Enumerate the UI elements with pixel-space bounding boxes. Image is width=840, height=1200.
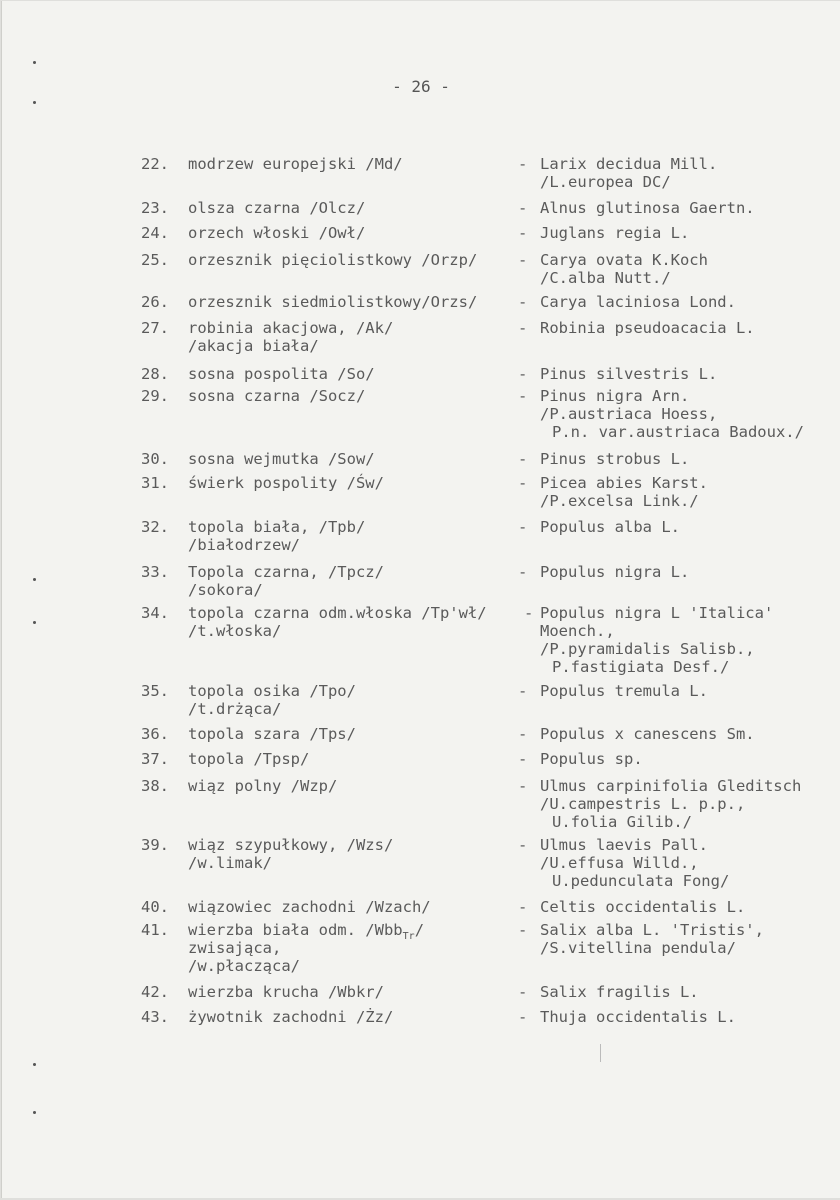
latin-name: [540, 199, 755, 217]
separator-dash: -: [518, 155, 528, 173]
polish-name: [188, 836, 393, 872]
polish-name-line: wiąz szypułkowy, /Wzs/: [188, 836, 394, 854]
latin-name-line: Populus tremula L.: [540, 682, 708, 700]
page-number: - 26 -: [392, 77, 450, 96]
separator-dash: -: [518, 983, 528, 1001]
entry-number: 35.: [141, 682, 169, 700]
latin-name: [540, 474, 708, 510]
polish-name-line: olsza czarna /Olcz/: [188, 199, 366, 217]
latin-name: [540, 224, 689, 242]
separator-dash: -: [518, 450, 528, 468]
latin-name-line: Pinus silvestris L.: [540, 365, 718, 383]
binding-hole-mark: [33, 101, 36, 104]
polish-name-line: /białodrzew/: [188, 536, 300, 554]
latin-name: [540, 682, 708, 700]
latin-name-line: Moench.,: [540, 622, 615, 640]
separator-dash: -: [518, 750, 528, 768]
polish-name: [188, 777, 337, 795]
polish-name: [188, 251, 477, 269]
entry-number: 26.: [141, 293, 169, 311]
polish-name: [188, 1008, 393, 1026]
separator-dash: -: [518, 474, 528, 492]
latin-name-line: U.folia Gilib./: [552, 813, 692, 831]
latin-name-line: /P.pyramidalis Salisb.,: [540, 640, 755, 658]
separator-dash: -: [524, 604, 534, 622]
polish-name: [188, 604, 487, 640]
latin-name: [540, 921, 764, 957]
latin-name: [540, 518, 680, 536]
polish-name: [188, 199, 365, 217]
polish-name: [188, 898, 431, 916]
binding-hole-mark: [33, 578, 36, 581]
latin-name-line: Ulmus carpinifolia Gleditsch: [540, 777, 802, 795]
latin-name-line: /P.excelsa Link./: [540, 492, 699, 510]
binding-hole-mark: [33, 1111, 36, 1114]
polish-name: [188, 983, 384, 1001]
entry-number: 42.: [141, 983, 169, 1001]
pencil-mark: [600, 1044, 601, 1062]
entry-number: 28.: [141, 365, 169, 383]
polish-name-line: topola biała, /Tpb/: [188, 518, 366, 536]
polish-name-line: robinia akacjowa, /Ak/: [188, 319, 394, 337]
separator-dash: -: [518, 387, 528, 405]
polish-name-line: sosna pospolita /So/: [188, 365, 375, 383]
latin-name: [540, 319, 755, 337]
separator-dash: -: [518, 1008, 528, 1026]
document-page: [1, 1, 840, 1198]
latin-name-line: Alnus glutinosa Gaertn.: [540, 199, 755, 217]
polish-name: [188, 474, 384, 492]
separator-dash: -: [518, 365, 528, 383]
latin-name-line: /U.campestris L. p.p.,: [540, 795, 746, 813]
latin-name: [540, 777, 801, 831]
entry-number: 22.: [141, 155, 169, 173]
latin-name-line: /P.austriaca Hoess,: [540, 405, 718, 423]
latin-name-line: Ulmus laevis Pall.: [540, 836, 708, 854]
latin-name-line: Larix decidua Mill.: [540, 155, 718, 173]
polish-name: [188, 155, 403, 173]
latin-name-line: Pinus strobus L.: [540, 450, 690, 468]
latin-name-line: Populus nigra L 'Italica': [540, 604, 774, 622]
polish-name-line: /w.limak/: [188, 854, 272, 872]
latin-name: [540, 836, 729, 890]
polish-name-line: wiąz polny /Wzp/: [188, 777, 338, 795]
separator-dash: -: [518, 518, 528, 536]
latin-name-line: Populus nigra L.: [540, 563, 690, 581]
polish-name: [188, 224, 365, 242]
binding-hole-mark: [33, 621, 36, 624]
polish-name-line: zwisająca,: [188, 939, 282, 957]
polish-name: [188, 518, 365, 554]
polish-name: [188, 387, 365, 405]
entry-number: 29.: [141, 387, 169, 405]
polish-name: [188, 450, 375, 468]
latin-name: [540, 563, 689, 581]
latin-name-line: P.fastigiata Desf./: [552, 658, 730, 676]
separator-dash: -: [518, 199, 528, 217]
separator-dash: -: [518, 836, 528, 854]
latin-name-line: Thuja occidentalis L.: [540, 1008, 736, 1026]
entry-number: 31.: [141, 474, 169, 492]
latin-name: [540, 1008, 736, 1026]
polish-name: [188, 293, 477, 311]
latin-name: [540, 450, 689, 468]
polish-name-line: /sokora/: [188, 581, 263, 599]
polish-name-line: /t.drżąca/: [188, 700, 282, 718]
polish-name-line: orzesznik siedmiolistkowy/Orzs/: [188, 293, 478, 311]
binding-hole-mark: [33, 61, 36, 64]
latin-name-line: Salix alba L. 'Tristis',: [540, 921, 764, 939]
latin-name-line: /L.europea DC/: [540, 173, 671, 191]
latin-name: [540, 155, 717, 191]
entry-number: 25.: [141, 251, 169, 269]
polish-name-line: żywotnik zachodni /Żz/: [188, 1008, 394, 1026]
separator-dash: -: [518, 921, 528, 939]
entry-number: 23.: [141, 199, 169, 217]
polish-name: [188, 750, 309, 768]
separator-dash: -: [518, 293, 528, 311]
cultivar-subscript: Tr: [402, 931, 415, 942]
separator-dash: -: [518, 563, 528, 581]
entry-number: 27.: [141, 319, 169, 337]
entry-number: 43.: [141, 1008, 169, 1026]
entry-number: 36.: [141, 725, 169, 743]
entry-number: 37.: [141, 750, 169, 768]
latin-name-line: Populus x canescens Sm.: [540, 725, 755, 743]
latin-name: [540, 293, 736, 311]
polish-name-line: wiązowiec zachodni /Wzach/: [188, 898, 431, 916]
latin-name-line: Populus sp.: [540, 750, 643, 768]
polish-name-line: świerk pospolity /Św/: [188, 474, 384, 492]
polish-name: [188, 921, 424, 975]
code-closing-slash: /: [414, 921, 425, 939]
polish-name-line: topola czarna odm.włoska /Tp'wł/: [188, 604, 487, 622]
latin-name: [524, 604, 774, 676]
separator-dash: -: [518, 898, 528, 916]
separator-dash: -: [518, 319, 528, 337]
latin-name-line: /S.vitellina pendula/: [540, 939, 736, 957]
latin-name-line: Populus alba L.: [540, 518, 680, 536]
latin-name-line: Carya laciniosa Lond.: [540, 293, 736, 311]
latin-name: [540, 365, 717, 383]
polish-name: [188, 365, 375, 383]
latin-name-line: /C.alba Nutt./: [540, 269, 671, 287]
entry-number: 33.: [141, 563, 169, 581]
separator-dash: -: [518, 777, 528, 795]
separator-dash: -: [518, 224, 528, 242]
entry-number: 24.: [141, 224, 169, 242]
latin-name-line: Picea abies Karst.: [540, 474, 708, 492]
binding-hole-mark: [33, 1063, 36, 1066]
latin-name: [540, 898, 745, 916]
polish-name-line: wierzba krucha /Wbkr/: [188, 983, 384, 1001]
polish-name-line: topola szara /Tps/: [188, 725, 356, 743]
latin-name-line: Juglans regia L.: [540, 224, 690, 242]
entry-number: 32.: [141, 518, 169, 536]
entry-number: 38.: [141, 777, 169, 795]
latin-name-line: U.pedunculata Fong/: [552, 872, 730, 890]
polish-name-line: topola osika /Tpo/: [188, 682, 356, 700]
latin-name: [540, 387, 804, 441]
latin-name-line: P.n. var.austriaca Badoux./: [552, 423, 804, 441]
entry-number: 39.: [141, 836, 169, 854]
polish-name-line: /akacja biała/: [188, 337, 319, 355]
polish-name: [188, 319, 393, 355]
entry-number: 30.: [141, 450, 169, 468]
polish-name: [188, 682, 356, 718]
latin-name-line: Celtis occidentalis L.: [540, 898, 746, 916]
latin-name: [540, 750, 643, 768]
polish-name-line: orzech włoski /Owł/: [188, 224, 366, 242]
latin-name: [540, 251, 708, 287]
polish-name: [188, 563, 384, 599]
latin-name-line: Robinia pseudoacacia L.: [540, 319, 755, 337]
polish-name-line: /t.włoska/: [188, 622, 282, 640]
entry-number: 41.: [141, 921, 169, 939]
separator-dash: -: [518, 682, 528, 700]
latin-name: [540, 725, 755, 743]
separator-dash: -: [518, 251, 528, 269]
polish-name-line: sosna wejmutka /Sow/: [188, 450, 375, 468]
polish-name-line: topola /Tpsp/: [188, 750, 310, 768]
separator-dash: -: [518, 725, 528, 743]
entry-number: 40.: [141, 898, 169, 916]
polish-name-line: orzesznik pięciolistkowy /Orzp/: [188, 251, 478, 269]
entry-number: 34.: [141, 604, 169, 622]
latin-name-line: Salix fragilis L.: [540, 983, 699, 1001]
latin-name: [540, 983, 699, 1001]
latin-name-line: /U.effusa Willd.,: [540, 854, 699, 872]
polish-name-line: modrzew europejski /Md/: [188, 155, 403, 173]
polish-name: [188, 725, 356, 743]
polish-name-line: /w.płacząca/: [188, 957, 300, 975]
polish-name-line: wierzba biała odm. /Wbb$_{Tr}$/: [188, 921, 425, 942]
latin-name-line: Carya ovata K.Koch: [540, 251, 708, 269]
latin-name-line: Pinus nigra Arn.: [540, 387, 690, 405]
polish-name-line: sosna czarna /Socz/: [188, 387, 366, 405]
polish-name-line: Topola czarna, /Tpcz/: [188, 563, 384, 581]
